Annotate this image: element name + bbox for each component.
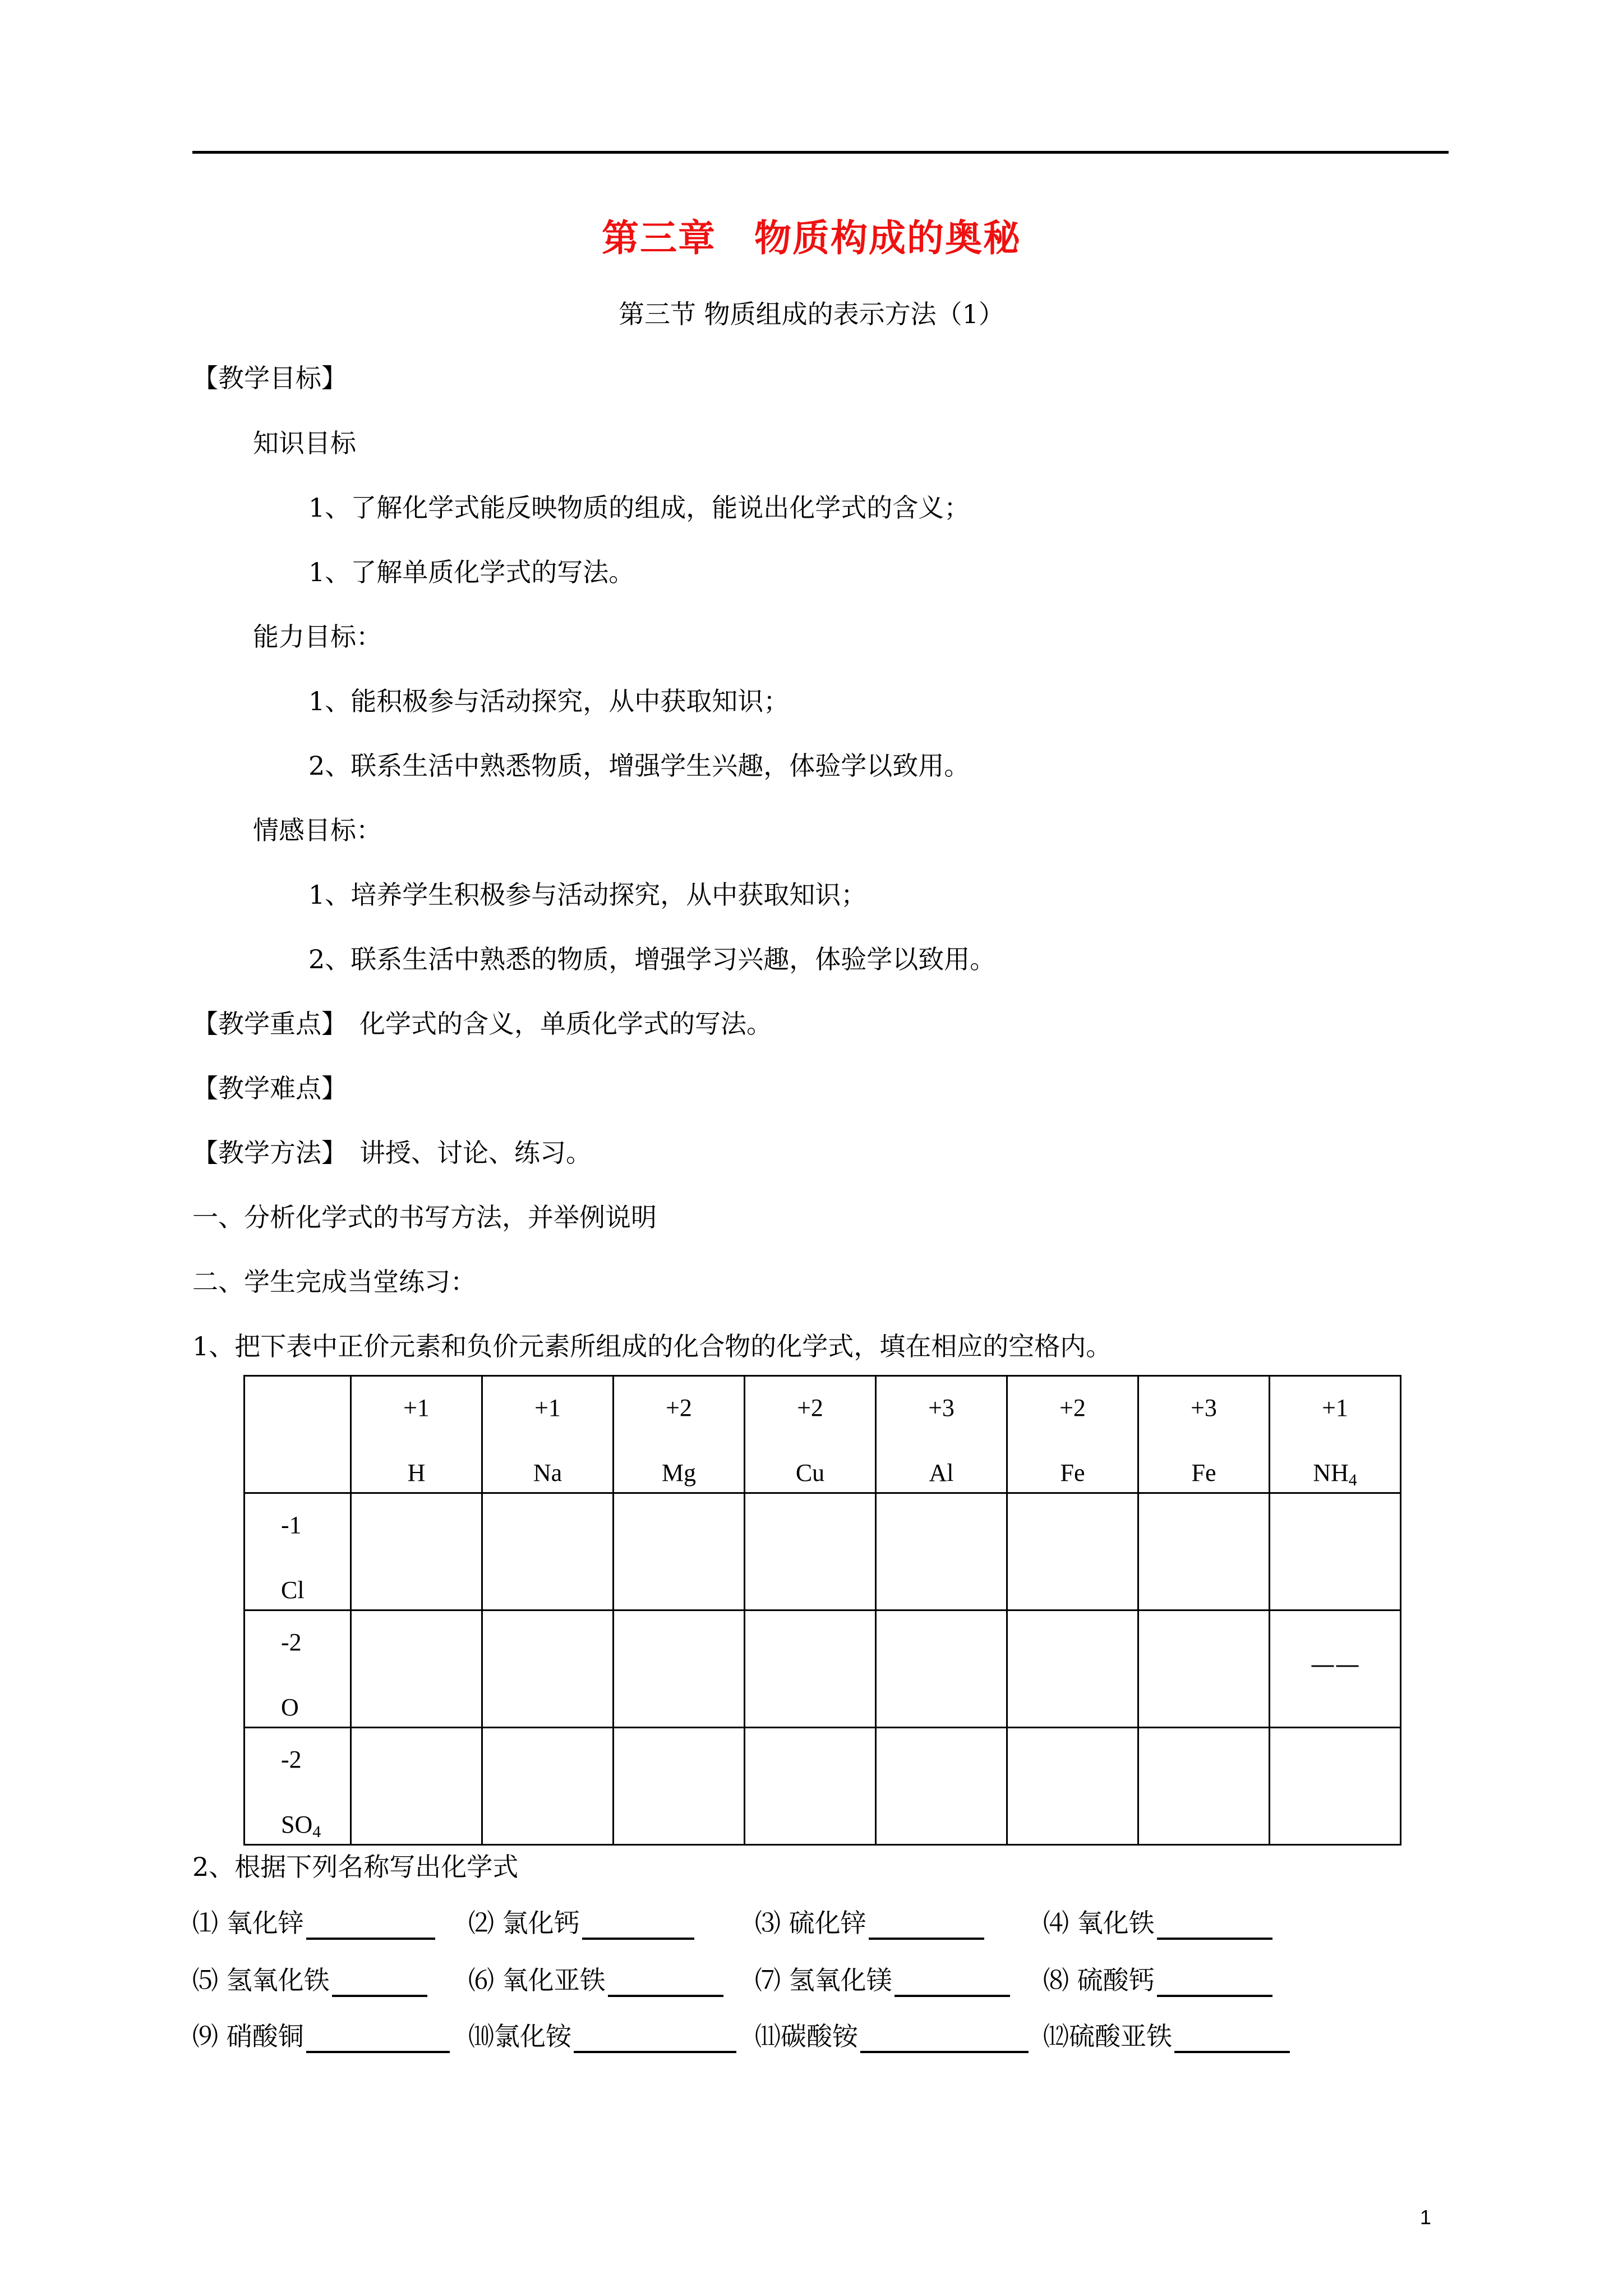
answer-cell[interactable] bbox=[351, 1728, 482, 1845]
ability-heading: 能力目标： bbox=[253, 622, 382, 652]
knowledge-item-1: 1、了解化学式能反映物质的组成，能说出化学式的含义； bbox=[308, 493, 970, 523]
answer-cell[interactable] bbox=[1138, 1728, 1270, 1845]
answer-blank[interactable] bbox=[1157, 1969, 1272, 1997]
table-row-header: -2 O bbox=[245, 1611, 351, 1728]
knowledge-item-2: 1、了解单质化学式的写法。 bbox=[308, 557, 635, 587]
formula-item: ⑼ 硝酸铜 bbox=[192, 2019, 450, 2053]
answer-cell[interactable] bbox=[482, 1493, 614, 1611]
answer-cell[interactable] bbox=[1138, 1611, 1270, 1728]
table-column-header: +2 Fe bbox=[1007, 1376, 1138, 1493]
difficulty-label: 【教学难点】 bbox=[192, 1073, 347, 1103]
table-row-header: -2 $SO_4$ bbox=[245, 1728, 351, 1845]
table-row bbox=[245, 1611, 1401, 1728]
answer-blank[interactable] bbox=[608, 1969, 723, 1997]
answer-cell[interactable] bbox=[745, 1611, 876, 1728]
key-point-text: 化学式的含义，单质化学式的写法。 bbox=[359, 1009, 772, 1039]
answer-blank[interactable] bbox=[1174, 2025, 1290, 2053]
formula-item: ⑶ 硫化锌 bbox=[755, 1906, 984, 1940]
formula-item: ⑿硫酸亚铁 bbox=[1043, 2019, 1290, 2053]
answer-blank[interactable] bbox=[860, 2025, 1029, 2053]
formula-item: ⑾碳酸铵 bbox=[755, 2019, 1029, 2053]
answer-cell[interactable] bbox=[482, 1611, 614, 1728]
table-column-header: +1 H bbox=[351, 1376, 482, 1493]
emotion-item-1: 1、培养学生积极参与活动探究，从中获取知识； bbox=[308, 880, 867, 910]
answer-blank[interactable] bbox=[582, 1912, 694, 1940]
table-row bbox=[245, 1728, 1401, 1845]
answer-cell[interactable] bbox=[1007, 1611, 1138, 1728]
table-header-row bbox=[245, 1376, 1401, 1493]
formula-item: ⑻ 硫酸钙 bbox=[1043, 1963, 1272, 1997]
table-corner bbox=[245, 1376, 351, 1493]
answer-cell[interactable] bbox=[1138, 1493, 1270, 1611]
method-text: 讲授、讨论、练习。 bbox=[359, 1138, 592, 1168]
answer-cell[interactable] bbox=[614, 1728, 745, 1845]
ability-item-1: 1、能积极参与活动探究，从中获取知识； bbox=[308, 686, 790, 716]
answer-cell[interactable] bbox=[1007, 1493, 1138, 1611]
step-2: 二、学生完成当堂练习： bbox=[192, 1267, 476, 1297]
answer-cell[interactable] bbox=[614, 1493, 745, 1611]
answer-cell[interactable] bbox=[1007, 1728, 1138, 1845]
chapter-title: 第三章 物质构成的奥秘 bbox=[602, 216, 1021, 260]
answer-blank[interactable] bbox=[332, 1969, 427, 1997]
header-rule bbox=[192, 151, 1449, 154]
key-point-label: 【教学重点】 bbox=[192, 1009, 347, 1039]
emotion-heading: 情感目标： bbox=[253, 815, 382, 845]
na-mark: —— bbox=[1310, 1650, 1360, 1679]
answer-cell[interactable] bbox=[351, 1611, 482, 1728]
table-column-header: +1 $NH_4$ bbox=[1270, 1376, 1401, 1493]
ability-item-2: 2、联系生活中熟悉物质，增强学生兴趣，体验学以致用。 bbox=[308, 751, 970, 781]
table-column-header: +3 Fe bbox=[1138, 1376, 1270, 1493]
answer-cell[interactable] bbox=[482, 1728, 614, 1845]
na-cell bbox=[1270, 1611, 1401, 1728]
answer-cell[interactable] bbox=[876, 1611, 1007, 1728]
formula-item: ⑸ 氢氧化铁 bbox=[192, 1963, 427, 1997]
table-column-header: +2 Mg bbox=[614, 1376, 745, 1493]
method bbox=[192, 1136, 592, 1170]
emotion-item-2: 2、联系生活中熟悉的物质，增强学习兴趣，体验学以致用。 bbox=[308, 944, 996, 974]
method-label: 【教学方法】 bbox=[192, 1138, 347, 1168]
table-row bbox=[245, 1493, 1401, 1611]
answer-blank[interactable] bbox=[895, 1969, 1010, 1997]
answer-blank[interactable] bbox=[1157, 1912, 1272, 1940]
answer-blank[interactable] bbox=[306, 2025, 450, 2053]
answer-cell[interactable] bbox=[745, 1728, 876, 1845]
exercise2-prompt: 2、根据下列名称写出化学式 bbox=[192, 1852, 519, 1882]
answer-blank[interactable] bbox=[869, 1912, 984, 1940]
formula-item: ⑹ 氧化亚铁 bbox=[468, 1963, 723, 1997]
table-column-header: +3 Al bbox=[876, 1376, 1007, 1493]
step-1: 一、分析化学式的书写方法，并举例说明 bbox=[192, 1202, 657, 1232]
section-title: 第三节 物质组成的表示方法（1） bbox=[619, 299, 1004, 329]
answer-blank[interactable] bbox=[306, 1912, 435, 1940]
table-column-header: +2 Cu bbox=[745, 1376, 876, 1493]
answer-cell[interactable] bbox=[876, 1728, 1007, 1845]
answer-cell[interactable] bbox=[1270, 1493, 1401, 1611]
key-point bbox=[192, 1007, 772, 1041]
page-number: 1 bbox=[1420, 2206, 1432, 2229]
answer-cell[interactable] bbox=[351, 1493, 482, 1611]
knowledge-heading: 知识目标 bbox=[253, 428, 356, 458]
table-row-header: -1 Cl bbox=[245, 1493, 351, 1611]
answer-cell[interactable] bbox=[876, 1493, 1007, 1611]
formula-item: ⑵ 氯化钙 bbox=[468, 1906, 694, 1940]
answer-cell[interactable] bbox=[614, 1611, 745, 1728]
table-column-header: +1 Na bbox=[482, 1376, 614, 1493]
answer-blank[interactable] bbox=[574, 2025, 736, 2053]
exercise1-prompt: 1、把下表中正价元素和负价元素所组成的化合物的化学式，填在相应的空格内。 bbox=[192, 1331, 1112, 1361]
objectives-heading: 【教学目标】 bbox=[192, 363, 347, 393]
answer-cell[interactable] bbox=[1270, 1728, 1401, 1845]
formula-item: ⑴ 氧化锌 bbox=[192, 1906, 435, 1940]
formula-item: ⑺ 氢氧化镁 bbox=[755, 1963, 1010, 1997]
formula-item: ⑷ 氧化铁 bbox=[1043, 1906, 1272, 1940]
answer-cell[interactable] bbox=[745, 1493, 876, 1611]
formula-item: ⑽氯化铵 bbox=[468, 2019, 736, 2053]
valence-table bbox=[243, 1375, 1401, 1846]
